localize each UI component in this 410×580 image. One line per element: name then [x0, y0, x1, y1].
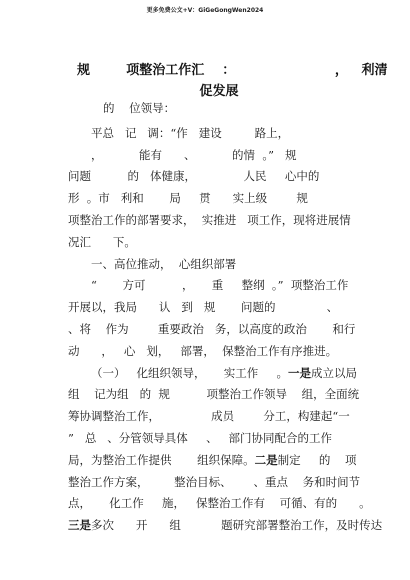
line-text: 多次 开 组 题研究部署整治工作，及时传达 [91, 518, 383, 532]
paragraph-line: ， 能有 、 的情 。” 规 [91, 148, 297, 162]
paragraph-line: 平总 记 调：“作 建设 路上， [91, 126, 290, 140]
bold-one-is: 一是 [288, 366, 312, 380]
section-heading: 一、高位推动， 心组织部署 [91, 257, 237, 271]
bold-three-is: 三是 [68, 518, 91, 532]
paragraph-line: 问题 的 体健康， 人民 心中的 [68, 169, 320, 183]
subsection-heading: （一） 化组织领导， 实工作 。 [91, 366, 289, 380]
header-note: 更多免费公文+V：GiGeGongWen2024 [146, 7, 264, 14]
paragraph-line: 开展以，我局 认 到 规 问题的 、 [68, 300, 339, 314]
paragraph-line [68, 518, 382, 532]
bold-two-is: 二是 [254, 453, 278, 467]
line-text: 局，为整治工作提供 组织保障。 [68, 453, 255, 467]
paragraph-line: 形 。市 利和 局 贯 实上级 规 [68, 191, 308, 205]
paragraph-line: “ 方可 ， 重 整纲 。” 项整治工作 [91, 278, 349, 292]
paragraph-line: 组 记为组 的 规 项整治工作领导 组，全面统 [68, 387, 360, 401]
paragraph-line [68, 453, 357, 467]
paragraph-line: 整治工作方案， 整治目标、 、重点 务和时间节 [68, 475, 361, 489]
line-text: 制定 的 项 [277, 453, 357, 467]
document-title-line-2: 促发展 [199, 84, 239, 99]
paragraph-line: 的 位领导： [103, 101, 176, 115]
paragraph-line: ” 总 、分管领导具体 、 部门协同配合的工作 [68, 431, 333, 445]
bold-established: 成立以局 [311, 366, 358, 380]
paragraph-line [91, 366, 357, 380]
paragraph-line: 项整治工作的部署要求， 实推进 项工作，现将进展情 [68, 213, 351, 227]
document-title-line-1: 规 项整治工作汇 ： ， 利清 [77, 63, 388, 78]
paragraph-line: 、将 作为 重要政治 务，以高度的政治 和行 [68, 322, 356, 336]
paragraph-line: 况汇 下。 [68, 235, 136, 249]
paragraph-line: 动 ， 心 划， 部署， 保整治工作有序推进。 [68, 344, 338, 358]
paragraph-line: 筹协调整治工作， 成员 分工，构建起“一 [68, 409, 350, 423]
paragraph-line: 点， 化工作 施， 保整治工作有 可循、有的 。 [68, 496, 371, 510]
